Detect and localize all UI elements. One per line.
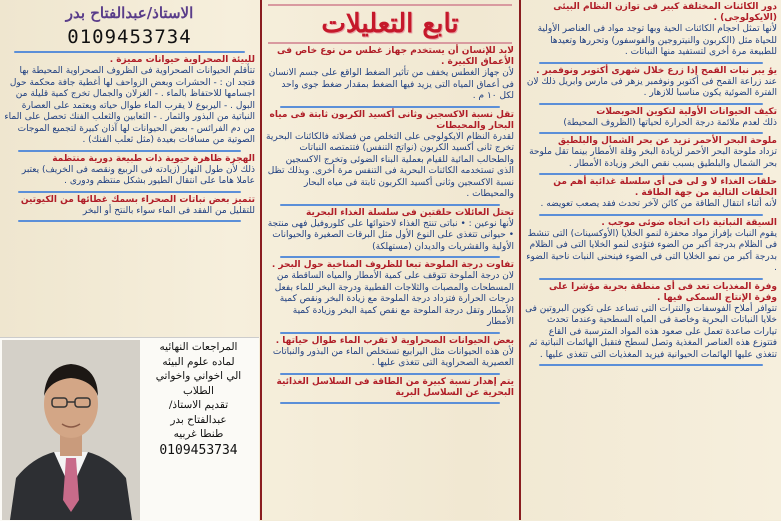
article-text: لأن هذه الحيوانات مثل اليرابيع تستخلص الماء من البذور والنباتات العصيرية الصحراوية التى تتغذى عليها . — [272, 346, 514, 368]
right-column — [521, 0, 781, 520]
teacher-portrait-image — [2, 340, 140, 520]
teacher-phone: 0109453734 — [67, 26, 192, 48]
article-text: لأنها نوعين : • نباتى تنتج الغذاء لاحتوائها على كلوروفيل فهى منتجة • حيوانى تتغذى على النوع الأول مثل البرقات الصغيرة والحيوانات الأولية والقشريات والديدان (مستهلكة) — [267, 218, 514, 252]
divider-rule — [539, 364, 763, 366]
article-block — [4, 55, 255, 152]
page-title: تابع التعليلات — [268, 4, 512, 44]
promo-text — [140, 340, 257, 458]
column-divider — [519, 0, 521, 520]
article-block — [525, 107, 777, 135]
article-heading: حلقات الغذاء لا و لى فى أى سلسلة غذائية أهم من الحلقات التالية من جهة الطاقة . — [553, 177, 777, 198]
article-block — [266, 110, 514, 206]
article-block — [266, 260, 514, 334]
article-heading: يؤ يبر نبات القمح إذا زرع خلال شهرى أكتوبر ونوفمبر . — [536, 65, 777, 76]
article-block — [525, 282, 777, 367]
article-text: ذلك لأن طول النهار (زيادته فى الربيع ونقصه فى الخريف) يعتبر عاملا هاما على انتقال الطيور بشكل منتظم ودورى . — [21, 164, 255, 186]
article-block — [266, 208, 514, 259]
promo-line: تقديم الاستاذ/ — [168, 399, 229, 411]
teacher-header — [0, 0, 259, 48]
article-heading: ملوحة البحر الأحمر تزيد عن بحر الشمال والبلطيق — [558, 136, 777, 146]
article-block — [525, 2, 777, 64]
teacher-name: الاستاذ/عبدالفتاح بدر — [65, 4, 194, 22]
divider-rule — [539, 103, 763, 105]
divider-rule — [18, 220, 241, 222]
article-text: عند زراعة القمح فى أكتوبر ونوفمبر يزهر فى مارس وابريل ذلك لان الفترة الضوئية يكون مناسبا للازهار . — [526, 76, 777, 98]
article-heading: لابد للإنسان أن يستخدم جهاز غطس من نوع خاص فى الأعماق الكبيرة . — [277, 46, 514, 67]
promo-line: طنطا غربيه — [173, 428, 224, 440]
divider-rule — [14, 51, 245, 53]
divider-rule — [539, 132, 763, 134]
promo-line: لماده علوم البيئه — [162, 355, 235, 368]
article-text: يقوم النبات بإفراز مواد محفزة لنمو الخلايا (الأوكسينات) التى تنشط فى الظلام بدرجة أكبر من الضوء فتؤدى لنمو الخلايا التى فى الظلام بدرجة أكبر من نمو الخلايا التى فى الضوء فينحنى النبات ناحية الضوء . — [526, 228, 777, 273]
article-heading: السيقة النباتية ذات اتجاه ضوئى موجب . — [601, 217, 777, 228]
divider-rule — [18, 150, 241, 152]
article-heading: دور الكائنات المختلفة كبير فى توازن النظام البيئى (الايكولوجى) . — [553, 2, 777, 23]
article-text: تزداد ملوحة البحر الأحمر لزيادة البخر وقلة الأمطار بينما تقل ملوحة بحر الشمال والبلطيق بسبب نقص البخر وزيادة الأمطار . — [529, 147, 777, 169]
article-heading: تتميز بعض نباتات الصحراء بسمك غطائها من الكيوتين — [20, 194, 255, 205]
article-block — [525, 136, 777, 175]
article-block — [525, 66, 777, 105]
article-heading: الهجرة ظاهرة حيوية ذات طبيعة دورية منتظمة — [52, 153, 255, 164]
divider-rule — [280, 106, 500, 108]
article-heading: تحتل العائلات حلقتين فى سلسلة الغذاء البحرية — [306, 207, 514, 218]
teacher-photo — [2, 340, 140, 520]
divider-rule — [18, 191, 241, 193]
divider-rule — [539, 214, 763, 216]
article-text: لأنها تمثل احجام الكائنات الحية وبها توجد مواد فى العناصر الأولية للحياة مثل (الكربون والنيتروجين والفوسفور) وتحررها وتعيدها للطبيعة مرة أخرى لتستفيد منها النباتات . — [537, 24, 777, 57]
article-text: تتأقلم الحيوانات الصحراوية فى الظروف الصحراوية المحيطة بها فتجد ان : - الحشرات وبعض الزواحف لها أغطية جافة محكمة حول اجسامها للاحتفاظ بالماء . - الغزلان والجمال تخرج كمية قليلة من البول . - اليربوع لا يقرب الماء طوال حياته ويعتمد على العصارة النباتية من البذور والثمار . - الثعابين والثعلب الفنك تحصل على الماء من دم الفرائس - بعض الحيوانات لها آذان كبيرة لتجميع الموجات الصوتية من مسافات بعيدة (مثل ثعلب الفنك) . — [4, 66, 255, 145]
promo-phone: 0109453734 — [159, 442, 238, 458]
article-text: لأنه أثناء انتقال الطاقة من كائن لآخر تحدث فقد يصعب تعويضه . — [540, 199, 777, 209]
article-block — [4, 154, 255, 193]
article-block — [4, 195, 255, 223]
divider-rule — [280, 256, 500, 258]
article-heading: تكيف الحيوانات الأولية لتكوين الحويصلات — [596, 106, 777, 117]
middle-column — [262, 0, 518, 520]
article-text: لان درجة الملوحة تتوقف على كمية الأمطار والمياه الساقطة من المسطحات والمصبات والثلاجات القطبية ودرجة البخر للماء بفعل درجات الحرارة فتزداد درجة الملوحة مع زيادة البخر ونقص كمية الأمطار وتقل درجة الملوحة مع نقص كمية البخر وزيادة كمية الأمطار — [274, 271, 514, 327]
promo-line: الطلاب — [183, 384, 214, 397]
divider-rule — [280, 402, 500, 404]
promo-line: المراجعات النهائيه — [159, 341, 238, 353]
column-divider — [260, 0, 262, 520]
article-text: لقدرة النظام الايكولوجى على التخلص من فضلاته فالكائنات البحرية تخرج ثانى أكسيد الكربون (نواتج التنفس) فتتمتصه النباتات والطحالب المائية للقيام بعملية البناء الضوئى وتخرج الاكسجين الذى تستخدمه الكائنات البحرية فى التنفس مرة أخرى. وبذلك تظل نسبة الاكسجين وثانى أكسيد الكربون ثابتة فى مياه البحار والمحيطات . — [266, 131, 514, 199]
promo-box — [0, 337, 259, 521]
article-heading: تقل نسبة الاكسجين وثانى أكسيد الكربون ثابتة فى مياه البحار والمحيطات — [269, 109, 514, 131]
article-block — [266, 336, 514, 375]
divider-rule — [539, 62, 763, 64]
promo-line: عبدالفتاح بدر — [170, 413, 227, 426]
article-heading: بعض الحيوانات الصحراوية لا تقرب الماء طوال حياتها . — [275, 335, 514, 346]
divider-rule — [280, 332, 500, 334]
article-block — [525, 177, 777, 216]
article-heading: وفرة المغذيات تعد فى أى منطقة بحرية مؤشرا على وفرة الإنتاج السمكى فيها . — [549, 281, 777, 303]
promo-line: الي اخواني واخواتي — [155, 370, 242, 382]
article-block — [266, 377, 514, 404]
article-text: للتقليل من الفقد فى الماء سواء بالنتح أو البخر — [82, 205, 255, 216]
article-text: ذلك لعدم ملائمة درجة الحرارة لحياتها (الظروف المحيطة) — [563, 117, 777, 128]
article-block — [266, 46, 514, 108]
divider-rule — [280, 204, 500, 206]
article-block — [525, 218, 777, 280]
article-heading: يتم إهدار نسبة كبيرة من الطاقة فى السلاسل الغذائية البحرية عن السلاسل البرية — [276, 376, 514, 398]
article-heading: تفاوت درجة الملوحة تبعا للظروف المناخية حول البحر . — [271, 260, 514, 270]
article-text: تتوافر أملاح الفوسفات والنترات التى تساعد على تكوين البروتين فى خلايا النباتات البحرية وخاصة فى المياه السطحية وعندما تحدث تيارات صاعدة تعمل على صعود هذه المواد المترسبة فى القاع فتتوزع هذه العناصر المغذية وتصل لسطح فتقبل الهائمات النباتية ثم تتغذى عليها الهائمات الحيوانية فيزيد المغذيات التى تتغذى عليها . — [525, 303, 777, 360]
divider-rule — [539, 173, 763, 175]
divider-rule — [280, 373, 500, 375]
divider-rule — [539, 278, 763, 280]
article-heading: للبيئة الصحراوية حيوانات مميزة . — [109, 55, 255, 65]
article-text: لأن جهاز الغطس يخفف من تأثير الضغط الواقع على جسم الانسان فى أعماق المياه التى يزيد فيها الضغط بمقدار ضغط جوى واحد لكل ١٠ م . — [268, 68, 514, 101]
